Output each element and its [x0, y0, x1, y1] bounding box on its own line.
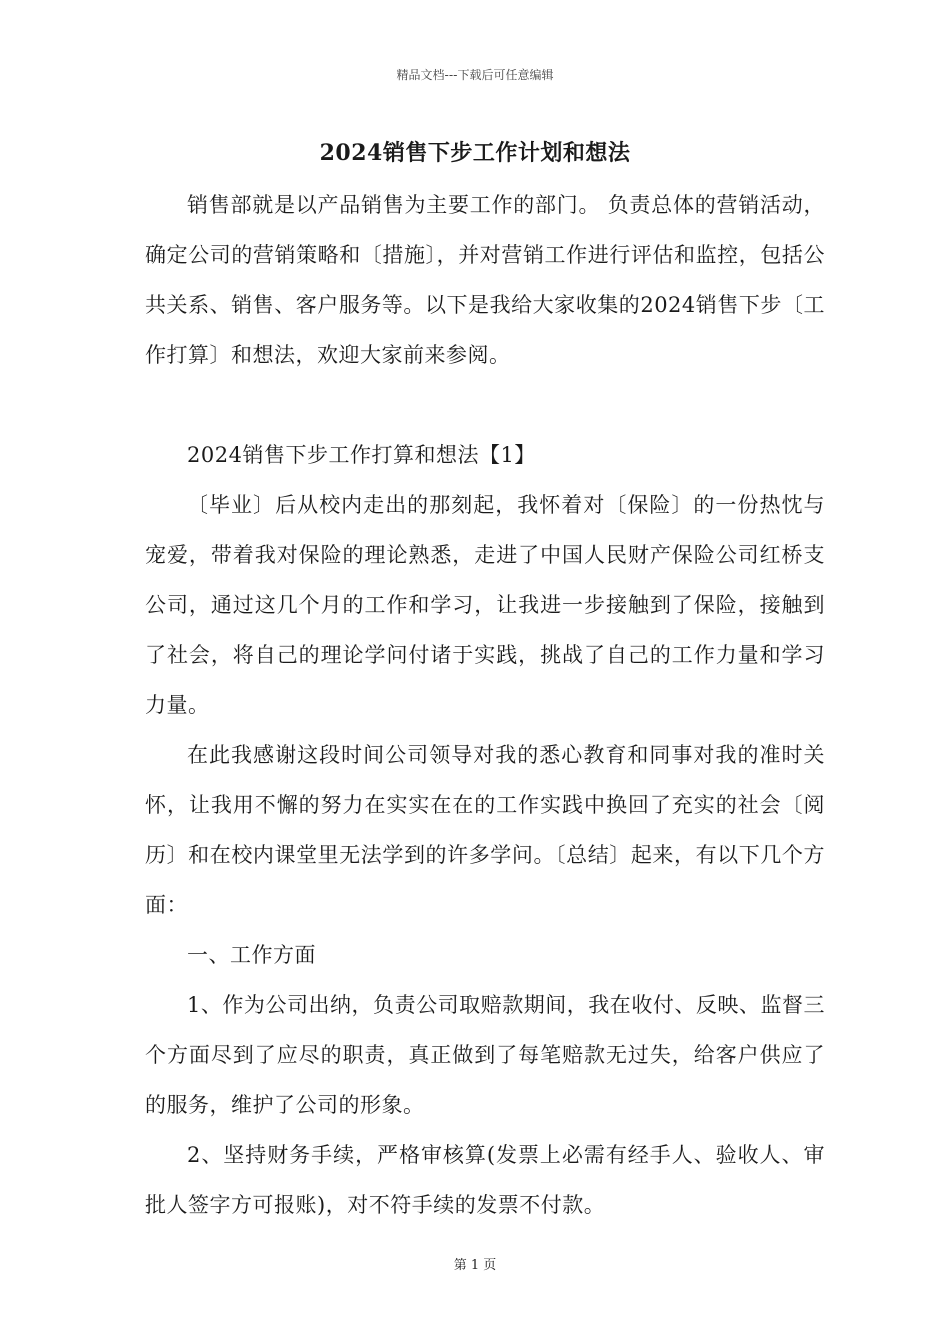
paragraph-graduation: 〔毕业〕后从校内走出的那刻起，我怀着对〔保险〕的一份热忱与宠爱，带着我对保险的理论熟悉，走进了中国人民财产保险公司红桥支公司，通过这几个月的工作和学习，让我进一步接触到了保险，接触到了社会，将自己的理论学问付诸于实践，挑战了自己的工作力量和学习力量。 — [145, 493, 825, 717]
document-title: 2024销售下步工作计划和想法 — [319, 140, 631, 166]
paragraph-intro: 销售部就是以产品销售为主要工作的部门。 负责总体的营销活动，确定公司的营销策略和〔措施〕，并对营销工作进行评估和监控，包括公共关系、销售、客户服务等。以下是我给大家收集的2024销售下步〔工作打算〕和想法，欢迎大家前来参阅。 — [145, 193, 825, 367]
section-spacer — [145, 380, 825, 430]
page-header: 精品文档---下载后可任意编辑 — [396, 68, 554, 82]
section-heading: 2024销售下步工作打算和想法【1】 — [187, 443, 536, 467]
page-number: 第 1 页 — [453, 1258, 497, 1273]
list-item-2: 2、坚持财务手续，严格审核算(发票上必需有经手人、验收人、审批人签字方可报账)，对不符手续的发票不付款。 — [145, 1143, 825, 1217]
document-body — [145, 180, 825, 1230]
list-item-1: 1、作为公司出纳，负责公司取赔款期间，我在收付、反映、监督三个方面尽到了应尽的职责，真正做到了每笔赔款无过失，给客户供应了的服务，维护了公司的形象。 — [145, 993, 825, 1117]
subheading-work: 一、工作方面 — [187, 943, 316, 967]
paragraph-thanks: 在此我感谢这段时间公司领导对我的悉心教育和同事对我的准时关怀，让我用不懈的努力在实实在在的工作实践中换回了充实的社会〔阅历〕和在校内课堂里无法学到的许多学问。〔总结〕起来，有以下几个方面： — [145, 743, 825, 917]
